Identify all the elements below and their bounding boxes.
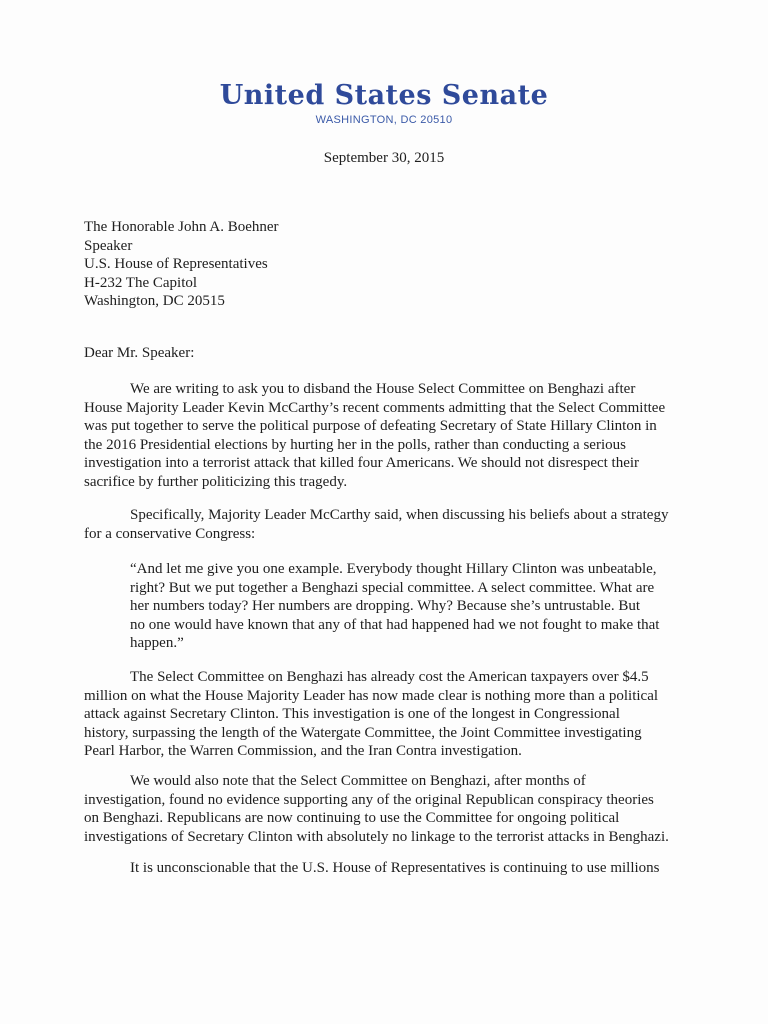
paragraph-line: attack against Secretary Clinton. This investigation is one of the longest in Congressional bbox=[84, 706, 620, 722]
quote-line: right? But we put together a Benghazi special committee. A select committee. What are bbox=[130, 579, 655, 596]
paragraph-line: the 2016 Presidential elections by hurting her in the polls, rather than conducting a serious bbox=[84, 436, 626, 453]
quote-line: happen.” bbox=[130, 635, 184, 651]
recipient-line: H-232 The Capitol bbox=[84, 274, 198, 291]
letterhead-title: United States Senate bbox=[219, 80, 549, 111]
paragraph-line: for a conservative Congress: bbox=[84, 525, 256, 542]
paragraph-disband-request bbox=[84, 380, 700, 491]
recipient-line: U.S. House of Representatives bbox=[84, 256, 268, 272]
mccarthy-quote bbox=[130, 560, 710, 653]
paragraph-line: investigations of Secretary Clinton with absolutely no linkage to the terrorist attacks in Benghazi. bbox=[84, 828, 669, 845]
paragraph-line: on Benghazi. Republicans are now continuing to use the Committee for ongoing political bbox=[84, 810, 620, 826]
paragraph-line: investigation into a terrorist attack that killed four Americans. We should not disrespect their bbox=[84, 455, 640, 471]
letterhead-address: WASHINGTON, DC 20510 bbox=[315, 114, 453, 126]
paragraph-line: We are writing to ask you to disband the House Select Committee on Benghazi after bbox=[130, 381, 636, 397]
paragraph-line: We would also note that the Select Committee on Benghazi, after months of bbox=[130, 773, 586, 789]
paragraph-line: The Select Committee on Benghazi has already cost the American taxpayers over $4.5 bbox=[130, 669, 649, 685]
paragraph-line: was put together to serve the political purpose of defeating Secretary of State Hillary Clinton in bbox=[84, 418, 657, 434]
letter-date: September 30, 2015 bbox=[323, 150, 445, 166]
salutation: Dear Mr. Speaker: bbox=[84, 345, 195, 361]
quote-line: no one would have known that any of that had happened had we not fought to make that bbox=[130, 616, 660, 633]
recipient-address bbox=[84, 218, 279, 311]
paragraph-line: It is unconscionable that the U.S. House of Representatives is continuing to use millions bbox=[130, 860, 660, 876]
paragraph-line: House Majority Leader Kevin McCarthy’s recent comments admitting that the Select Committee bbox=[84, 399, 666, 416]
paragraph-line: Pearl Harbor, the Warren Commission, and the Iran Contra investigation. bbox=[84, 743, 522, 759]
paragraph-line: history, surpassing the length of the Watergate Committee, the Joint Committee investigating bbox=[84, 724, 642, 741]
recipient-line: The Honorable John A. Boehner bbox=[84, 219, 279, 235]
paragraph-line: investigation, found no evidence supporting any of the original Republican conspiracy theories bbox=[84, 791, 654, 808]
paragraph-line: Specifically, Majority Leader McCarthy said, when discussing his beliefs about a strategy bbox=[130, 507, 669, 523]
paragraph-mccarthy-intro bbox=[84, 506, 700, 543]
paragraph-unconscionable bbox=[84, 859, 700, 878]
letterhead bbox=[0, 80, 768, 126]
paragraph-no-evidence bbox=[84, 772, 700, 846]
paragraph-line: sacrifice by further politicizing this tragedy. bbox=[84, 473, 348, 490]
quote-line: her numbers today? Her numbers are dropping. Why? Because she’s untrustable. But bbox=[130, 598, 640, 614]
recipient-line: Speaker bbox=[84, 237, 133, 254]
recipient-line: Washington, DC 20515 bbox=[84, 293, 225, 309]
paragraph-line: million on what the House Majority Leader has now made clear is nothing more than a political bbox=[84, 687, 659, 704]
paragraph-cost bbox=[84, 668, 700, 761]
quote-line: “And let me give you one example. Everybody thought Hillary Clinton was unbeatable, bbox=[130, 561, 657, 577]
